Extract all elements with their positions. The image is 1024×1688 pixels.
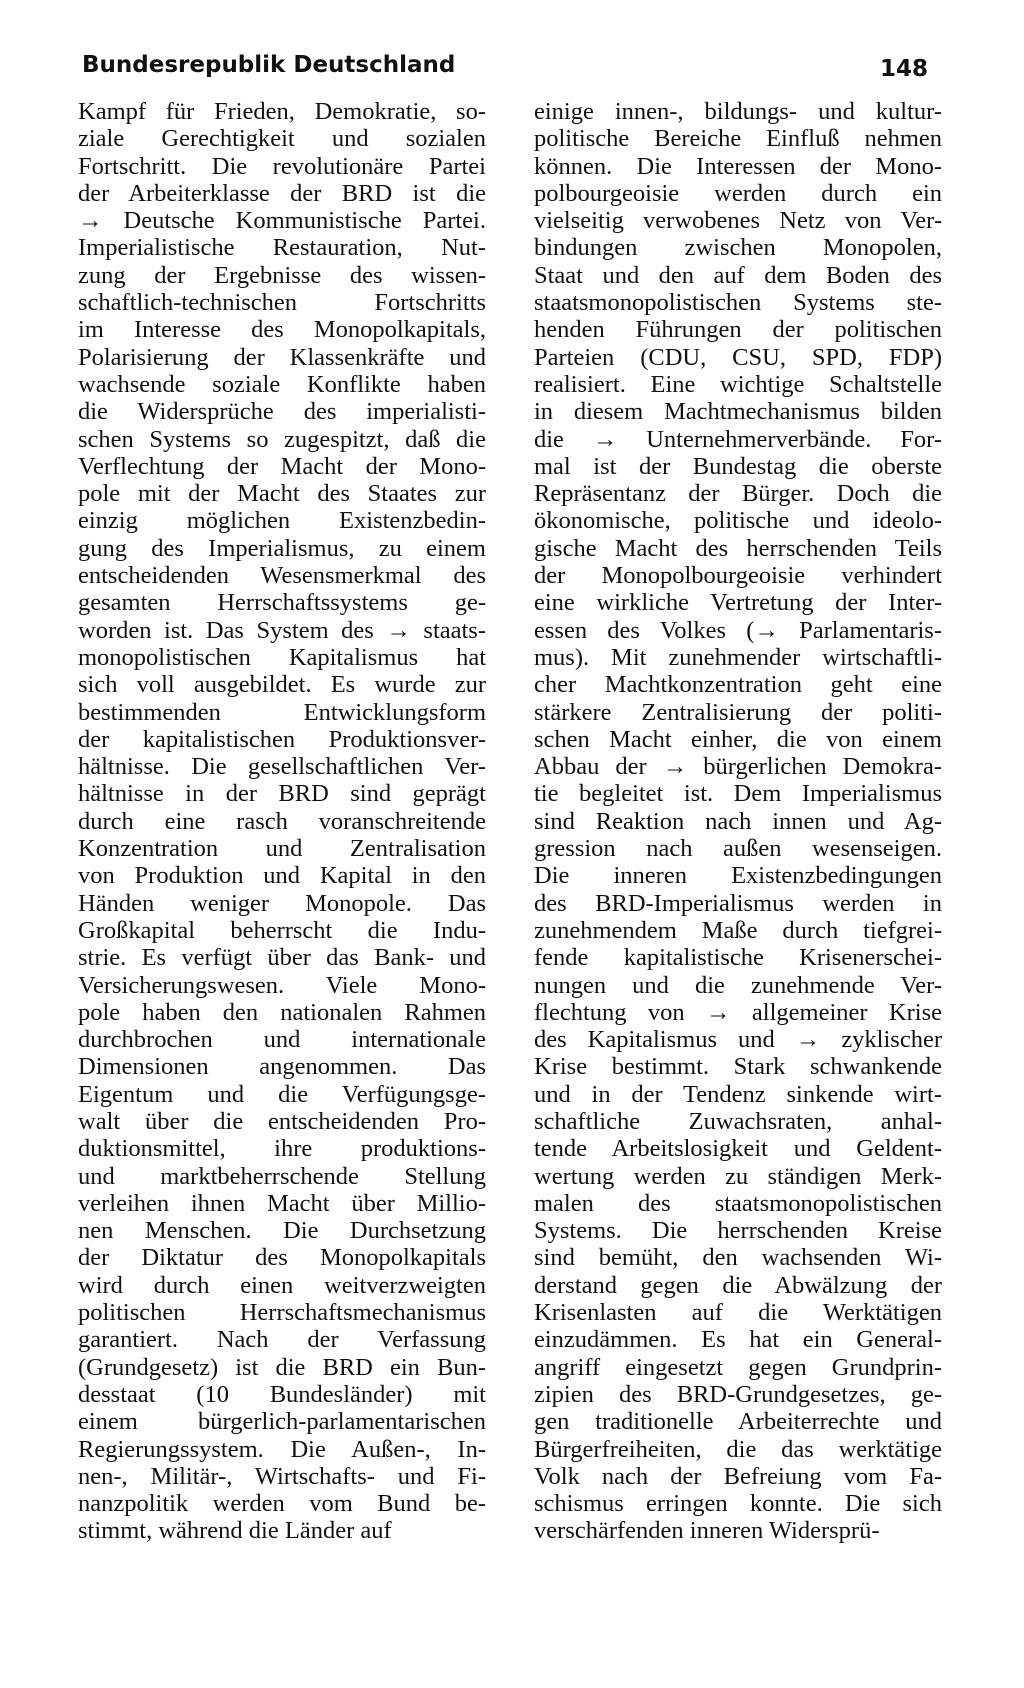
text-line: Bürgerfreiheiten, die das werktätige (534, 1435, 942, 1463)
text-line: eine wirkliche Vertretung der Inter- (534, 589, 942, 617)
text-line: entscheidenden Wesensmerkmal des (78, 562, 486, 590)
text-line: Verflechtung der Macht der Mono- (78, 452, 486, 480)
text-line: Kampf für Frieden, Demokratie, so- (78, 98, 486, 125)
text-line: staatsmonopolistischen Systems ste- (534, 289, 942, 317)
text-line: der Monopolbourgeoisie verhindert (534, 562, 942, 590)
text-line: des BRD-Imperialismus werden in (534, 889, 942, 917)
text-line: zung der Ergebnisse des wissen- (78, 261, 486, 289)
right-text-column (534, 98, 942, 1545)
text-line: im Interesse des Monopolkapitals, (78, 316, 486, 344)
text-line: der Arbeiterklasse der BRD ist die (78, 179, 486, 207)
text-line: wertung werden zu ständigen Merk- (534, 1162, 942, 1190)
text-line: Versicherungswesen. Viele Mono- (78, 971, 486, 999)
text-line: Parteien (CDU, CSU, SPD, FDP) (534, 343, 942, 371)
text-line: sind bemüht, den wachsenden Wi- (534, 1244, 942, 1272)
text-line: gische Macht des herrschenden Teils (534, 534, 942, 562)
text-line: wachsende soziale Konflikte haben (78, 370, 486, 398)
text-line: hältnisse. Die gesellschaftlichen Ver- (78, 753, 486, 781)
text-line: nungen und die zunehmende Ver- (534, 971, 942, 999)
text-line: realisiert. Eine wichtige Schaltstelle (534, 370, 942, 398)
text-line: garantiert. Nach der Verfassung (78, 1326, 486, 1354)
text-line: Volk nach der Befreiung vom Fa- (534, 1462, 942, 1490)
text-line: Regierungssystem. Die Außen-, In- (78, 1435, 486, 1463)
text-line: nanzpolitik werden vom Bund be- (78, 1490, 486, 1518)
text-line: stärkere Zentralisierung der politi- (534, 698, 942, 726)
text-line: worden ist. Das System des → staats- (78, 616, 486, 644)
text-line: Großkapital beherrscht die Indu- (78, 916, 486, 944)
text-line: malen des staatsmonopolistischen (534, 1189, 942, 1217)
text-line: Staat und den auf dem Boden des (534, 261, 942, 289)
text-line: politische Bereiche Einfluß nehmen (534, 125, 942, 153)
left-text-column (78, 98, 486, 1545)
text-line: ökonomische, politische und ideolo- (534, 507, 942, 535)
text-line: des Kapitalismus und → zyklischer (534, 1026, 942, 1054)
text-line: schaftlich-technischen Fortschritts (78, 289, 486, 317)
text-line: schen Macht einher, die von einem (534, 725, 942, 753)
text-line: Systems. Die herrschenden Kreise (534, 1217, 942, 1245)
text-line: von Produktion und Kapital in den (78, 862, 486, 890)
text-line: walt über die entscheidenden Pro- (78, 1107, 486, 1135)
text-line: Polarisierung der Klassenkräfte und (78, 343, 486, 371)
text-line: bestimmenden Entwicklungsform (78, 698, 486, 726)
text-line: mal ist der Bundestag die oberste (534, 452, 942, 480)
text-line: durchbrochen und internationale (78, 1026, 486, 1054)
text-line: und marktbeherrschende Stellung (78, 1162, 486, 1190)
text-line: monopolistischen Kapitalismus hat (78, 643, 486, 671)
text-line: Konzentration und Zentralisation (78, 835, 486, 863)
text-line: polbourgeoisie werden durch ein (534, 179, 942, 207)
text-line: verschärfenden inneren Widersprü- (534, 1517, 880, 1545)
text-line: mus). Mit zunehmender wirtschaftli- (534, 643, 942, 671)
text-line: zipien des BRD-Grundgesetzes, ge- (534, 1380, 942, 1408)
text-line: Krise bestimmt. Stark schwankende (534, 1053, 942, 1081)
text-line: schen Systems so zugespitzt, daß die (78, 425, 486, 453)
text-line: einzig möglichen Existenzbedin- (78, 507, 486, 535)
text-line: Dimensionen angenommen. Das (78, 1053, 486, 1081)
text-line: können. Die Interessen der Mono- (534, 152, 942, 180)
text-line: Abbau der → bürgerlichen Demokra- (534, 753, 942, 781)
text-line: durch eine rasch voranschreitende (78, 807, 486, 835)
text-line: bindungen zwischen Monopolen, (534, 234, 942, 262)
text-line: desstaat (10 Bundesländer) mit (78, 1380, 486, 1408)
text-line: sind Reaktion nach innen und Ag- (534, 807, 942, 835)
text-line: wird durch einen weitverzweigten (78, 1271, 486, 1299)
text-line: stimmt, während die Länder auf (78, 1517, 392, 1545)
text-line: strie. Es verfügt über das Bank- und (78, 944, 486, 972)
text-line: die → Unternehmerverbände. For- (534, 425, 942, 453)
text-line: nen-, Militär-, Wirtschafts- und Fi- (78, 1462, 486, 1490)
text-line: einem bürgerlich-parlamentarischen (78, 1408, 486, 1436)
text-line: pole haben den nationalen Rahmen (78, 998, 486, 1026)
page-number: 148 (879, 56, 928, 82)
running-header-title: Bundesrepublik Deutschland (82, 52, 456, 78)
text-line: hältnisse in der BRD sind geprägt (78, 780, 486, 808)
text-line: sich voll ausgebildet. Es wurde zur (78, 671, 486, 699)
text-line: der kapitalistischen Produktionsver- (78, 725, 486, 753)
text-line: einige innen-, bildungs- und kultur- (534, 98, 942, 125)
text-line: fende kapitalistische Krisenerschei- (534, 944, 942, 972)
text-line: Repräsentanz der Bürger. Doch die (534, 480, 942, 508)
text-line: gression nach außen wesenseigen. (534, 835, 942, 863)
text-line: ziale Gerechtigkeit und sozialen (78, 125, 486, 153)
text-line: duktionsmittel, ihre produktions- (78, 1135, 486, 1163)
text-line: (Grundgesetz) ist die BRD ein Bun- (78, 1353, 486, 1381)
text-line: verleihen ihnen Macht über Millio- (78, 1189, 486, 1217)
text-line: nen Menschen. Die Durchsetzung (78, 1217, 486, 1245)
text-line: tie begleitet ist. Dem Imperialismus (534, 780, 942, 808)
text-line: schaftliche Zuwachsraten, anhal- (534, 1107, 942, 1135)
text-line: pole mit der Macht des Staates zur (78, 480, 486, 508)
text-line: zunehmendem Maße durch tiefgrei- (534, 916, 942, 944)
text-line: die Widersprüche des imperialisti- (78, 398, 486, 426)
text-line: Fortschritt. Die revolutionäre Partei (78, 152, 486, 180)
text-line: gen traditionelle Arbeiterrechte und (534, 1408, 942, 1436)
text-line: gesamten Herrschaftssystems ge- (78, 589, 486, 617)
text-line: und in der Tendenz sinkende wirt- (534, 1080, 942, 1108)
text-line: cher Machtkonzentration geht eine (534, 671, 942, 699)
text-line: tende Arbeitslosigkeit und Geldent- (534, 1135, 942, 1163)
text-line: → Deutsche Kommunistische Partei. (78, 207, 486, 235)
text-line: Eigentum und die Verfügungsge- (78, 1080, 486, 1108)
text-line: schismus erringen konnte. Die sich (534, 1490, 942, 1518)
text-line: politischen Herrschaftsmechanismus (78, 1299, 486, 1327)
text-line: Die inneren Existenzbedingungen (534, 862, 942, 890)
text-line: angriff eingesetzt gegen Grundprin- (534, 1353, 942, 1381)
text-line: der Diktatur des Monopolkapitals (78, 1244, 486, 1272)
text-line: gung des Imperialismus, zu einem (78, 534, 486, 562)
text-line: essen des Volkes (→ Parlamentaris- (534, 616, 942, 644)
text-line: derstand gegen die Abwälzung der (534, 1271, 942, 1299)
text-line: Imperialistische Restauration, Nut- (78, 234, 486, 262)
text-line: henden Führungen der politischen (534, 316, 942, 344)
text-line: Krisenlasten auf die Werktätigen (534, 1299, 942, 1327)
text-line: einzudämmen. Es hat ein General- (534, 1326, 942, 1354)
text-line: Händen weniger Monopole. Das (78, 889, 486, 917)
text-line: in diesem Machtmechanismus bilden (534, 398, 942, 426)
text-line: flechtung von → allgemeiner Krise (534, 998, 942, 1026)
text-line: vielseitig verwobenes Netz von Ver- (534, 207, 942, 235)
